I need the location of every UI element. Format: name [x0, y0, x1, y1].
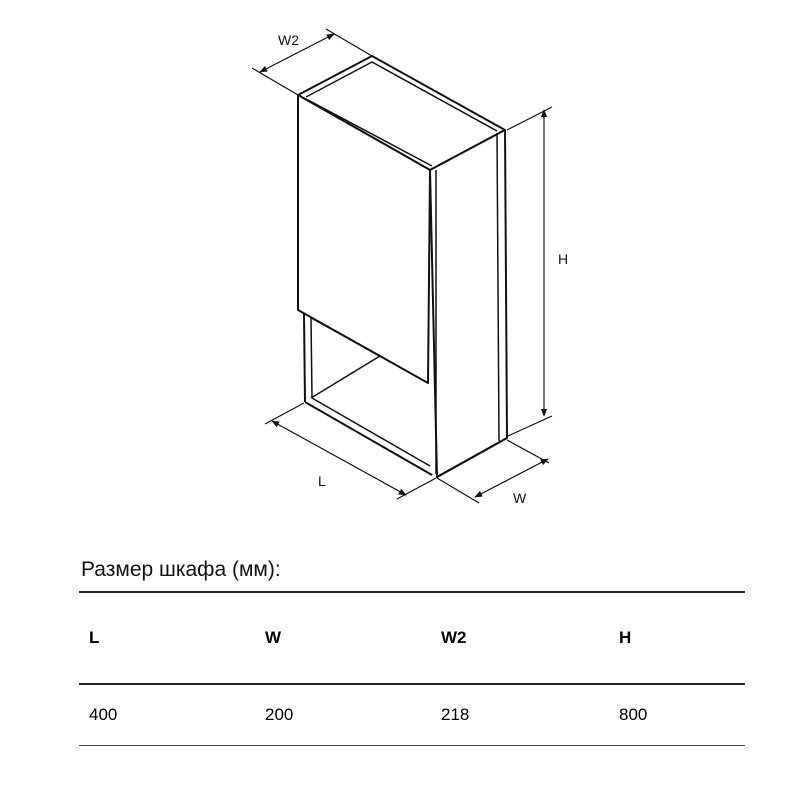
table-header-row	[79, 592, 745, 684]
header-h: H	[609, 592, 745, 684]
label-w2: W2	[278, 32, 299, 48]
dimension-h	[507, 107, 552, 436]
value-w: 200	[255, 684, 431, 746]
value-w2: 218	[431, 684, 609, 746]
shelf-bottom-inner	[312, 398, 430, 466]
label-w: W	[513, 490, 527, 506]
table-row	[79, 684, 745, 746]
shelf-bottom-front	[305, 402, 432, 475]
shelf-left-inner	[311, 318, 312, 398]
header-l: L	[79, 592, 255, 684]
label-h: H	[558, 251, 569, 267]
value-l: 400	[79, 684, 255, 746]
table-caption: Размер шкафа (мм):	[81, 558, 281, 581]
cabinet-side-panel	[430, 130, 507, 477]
dimensions-table	[79, 591, 745, 746]
header-w: W	[255, 592, 431, 684]
shelf-left-outer	[304, 314, 305, 402]
value-h: 800	[609, 684, 745, 746]
dimension-l	[265, 403, 436, 499]
shelf-back-edge	[311, 356, 380, 398]
cabinet-outline	[298, 56, 507, 477]
header-w2: W2	[431, 592, 609, 684]
label-l: L	[318, 473, 326, 489]
